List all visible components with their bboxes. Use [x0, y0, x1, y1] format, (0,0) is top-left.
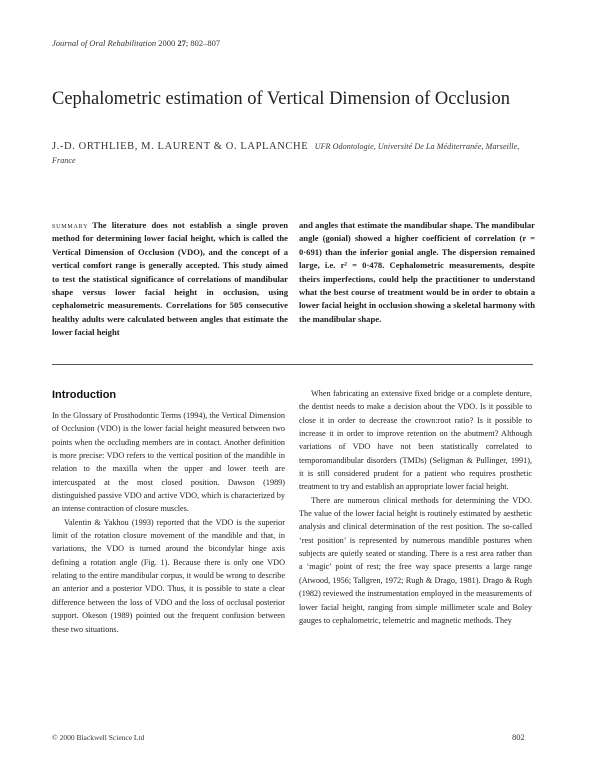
journal-pages: ; 802–807	[185, 38, 221, 48]
author-line	[52, 140, 532, 168]
abstract-column-2: and angles that estimate the mandibular shape. The mandibular angle (gonial) showed a higher coefficient of correlation (r = 0·691) than the inferior gonial angle. The dispersion remained large, i.e. r² = 0·478. Cephalometric measurements, despite theirs imperfections, could help the practitioner to understand what the best course of treatment would be in order to obtain a lower facial height in occlusion showing a skeletal harmony with the mandibular shape.	[299, 220, 535, 324]
journal-year: 2000	[158, 38, 176, 48]
journal-header	[52, 38, 220, 48]
journal-volume: 27	[177, 38, 186, 48]
paragraph: There are numerous clinical methods for determining the VDO. The value of the lower facial height is routinely estimated by aesthetic analysis and clinical determination of the rest position. The so-called ‘rest position’ is represented by numerous mandible postures when subjects are quietly seated or standing. There is a rest area rather than a ‘magic’ point of rest; the free way space presents a large range (Atwood, 1956; Tallgren, 1972; Rugh & Drago, 1981). Drago & Rugh (1982) reviewed the instrumentation employed in the measurements of lower facial height, ranging from simple millimeter scale and Boley gauges to cephalometric, telemetric and magnetic methods. They	[299, 495, 532, 625]
page-number: 802	[512, 732, 525, 742]
paragraph: Valentin & Yakhou (1993) reported that the VDO is the superior limit of the rotation closure movement of the mandible and that, in variations, the VDO is turned around the bicondylar hinge axis defining a rotation angle (Fig. 1). Because there is only one VDO relating to the entire mandibular corpus, it would be wrong to describe an anterior and a posterior VDO. Thus, it is possible to state a clear difference between the loss of VDO and the loss of occlusal posterior support. Okeson (1989) pointed out the frequent confusion between these two situations.	[52, 517, 285, 634]
journal-name: Journal of Oral Rehabilitation	[52, 38, 157, 48]
abstract-column-1	[52, 219, 288, 340]
introduction-heading: Introduction	[52, 389, 117, 401]
abstract-text-1: The literature does not establish a single proven method for determining lower facial height, which is called the Vertical Dimension of Occlusion (VDO), and the concept of a vertical comfort range is generally accepted. This study aimed to test the statistical significance of correlations of mandibular shape versus lower facial height in occlusion, using cephalometric measurements. Correlations for 505 consecutive healthy adults were calculated between angles that estimate the lower facial height	[52, 220, 288, 338]
paragraph: In the Glossary of Prosthodontic Terms (1994), the Vertical Dimension of Occlusion (VDO) is the lower facial height measured between two points when the occluding members are in contact. Another definition is more precise: VDO refers to the vertical position of the mandible in relation to the maxilla when the upper and lower teeth are intercuspated at the most closed position. Dawson (1989) distinguished passive VDO and active VDO, which is characterized by an intense contraction of closure muscles.	[52, 411, 285, 514]
body-column-right	[299, 387, 532, 627]
body-column-left	[52, 409, 285, 636]
summary-label: summary	[52, 220, 89, 230]
section-divider	[52, 364, 533, 365]
author-names: J.-D. ORTHLIEB, M. LAURENT & O. LAPLANCHE	[52, 141, 309, 152]
author-affiliation: UFR Odontologie, Université De La Méditerranée, Marseille, France	[52, 142, 520, 165]
copyright-notice: © 2000 Blackwell Science Ltd	[52, 733, 145, 742]
paragraph: When fabricating an extensive fixed bridge or a complete denture, the dentist needs to make a decision about the VDO. Is it possible to close it in order to decrease the crown:root ratio? Is it possible to increase it in order to improve retention on the abutment? Although variations of VDO have not been statistically correlated to temporomandibular disorders (TMDs) (Seligman & Pullinger, 1991), it is still considered prudent for a patient who requires prosthetic treatment to try and establish an appropriate lower facial height.	[299, 389, 532, 492]
article-title: Cephalometric estimation of Vertical Dimension of Occlusion	[52, 89, 510, 109]
